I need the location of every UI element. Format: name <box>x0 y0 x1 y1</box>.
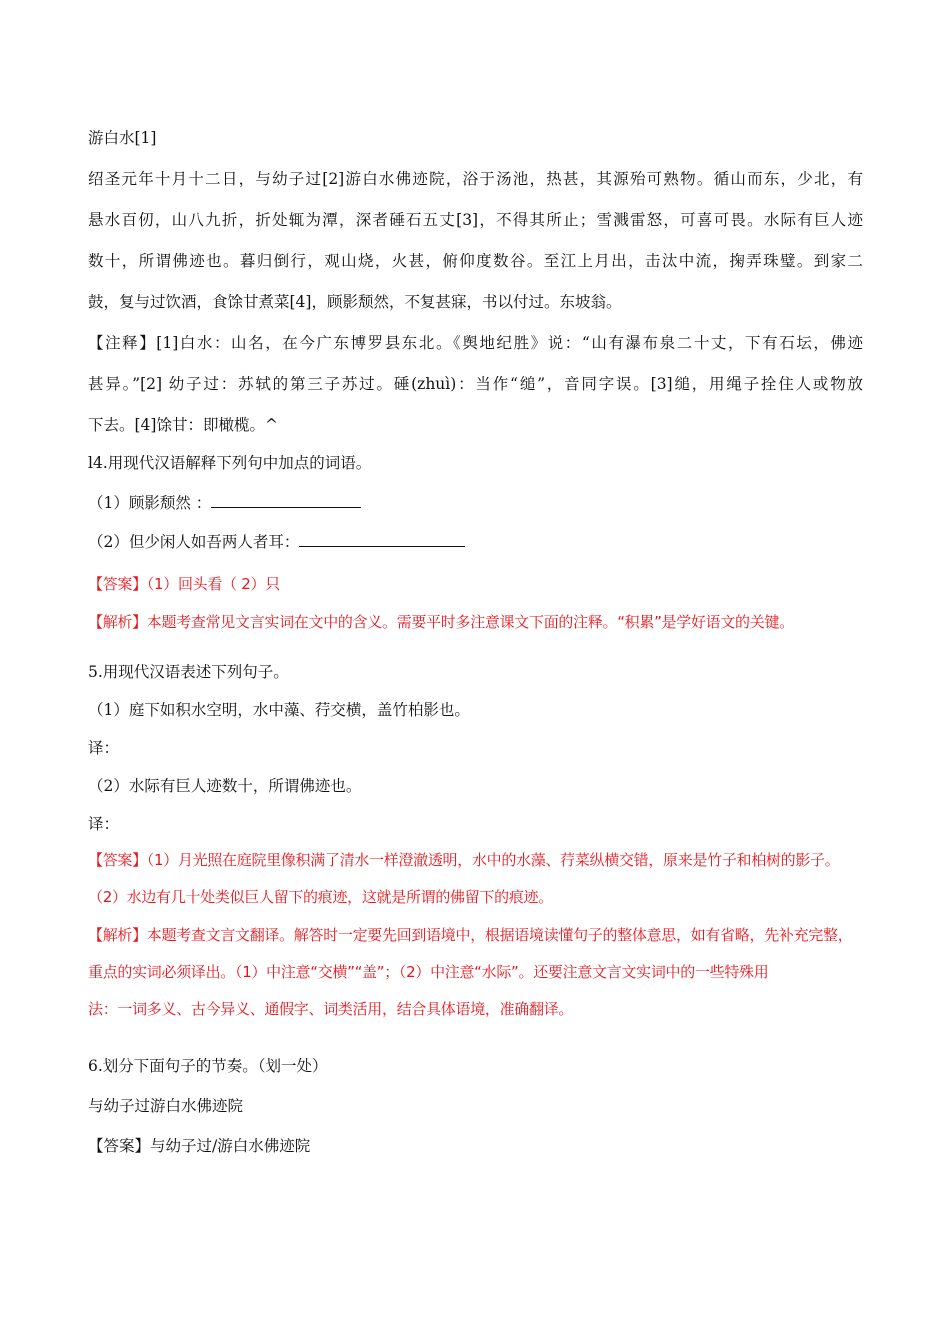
q5-answer-2: （2）水边有几十处类似巨人留下的痕迹，这就是所谓的佛留下的痕迹。 <box>88 888 553 906</box>
q4-item-2-text: （2）但少闲人如吾两人者耳： <box>88 533 300 551</box>
q5-item-1: （1）庭下如积水空明，水中藻、荇交横，盖竹柏影也。 <box>88 701 470 719</box>
q5-translation-label-2: 译： <box>88 815 120 833</box>
q5-analysis-2: 重点的实词必须译出。（1）中注意“交横”“盖”；（2）中注意“水际”。还要注意文言文实词中的一些特殊用 <box>88 963 769 981</box>
q6-prompt: 6.划分下面句子的节奏。（划一处） <box>88 1057 328 1075</box>
q5-prompt: 5.用现代汉语表述下列句子。 <box>88 663 289 681</box>
notes-line-2: 甚异。”[2] 幼子过：苏轼的第三子苏过。硾(zhuì)：当作“缒”，音同字误。[3]缒，用绳子拴住人或物放 <box>88 375 863 393</box>
q5-item-2: （2）水际有巨人迹数十，所谓佛迹也。 <box>88 777 362 795</box>
notes-line-3: 下去。[4]馀甘：即橄榄。^ <box>88 416 278 434</box>
q5-analysis-1: 【解析】本题考查文言文翻译。解答时一定要先回到语境中，根据语境读懂句子的整体意思，如有省略，先补充完整， <box>88 926 853 944</box>
q5-answer-1: 【答案】（1）月光照在庭院里像积满了清水一样澄澈透明，水中的水藻、荇菜纵横交错，原来是竹子和柏树的影子。 <box>88 851 840 869</box>
passage-line-2: 悬水百仞，山八九折，折处辄为潭，深者硾石五丈[3]，不得其所止；雪溅雷怒，可喜可畏。水际有巨人迹 <box>88 211 863 229</box>
q4-item-1-text: （1）顾影颓然 ： <box>88 494 212 512</box>
answer-blank-1 <box>211 491 361 508</box>
q4-prompt: l4.用现代汉语解释下列句中加点的词语。 <box>88 454 372 472</box>
passage-line-4: 鼓，复与过饮酒，食馀甘煮菜[4]，顾影颓然，不复甚寐，书以付过。东坡翁。 <box>88 293 622 311</box>
notes-line-1: 【注释】[1]白水：山名，在今广东博罗县东北。《舆地纪胜》说：“山有瀑布泉二十丈，下有石坛，佛迹 <box>88 334 863 352</box>
q4-analysis: 【解析】本题考查常见文言实词在文中的含义。需要平时多注意课文下面的注释。“积累”是学好语文的关键。 <box>88 613 794 631</box>
passage-line-1: 绍圣元年十月十二日，与幼子过[2]游白水佛迹院，浴于汤池，热甚，其源殆可熟物。循山而东，少北，有 <box>88 170 863 188</box>
q6-sentence: 与幼子过游白水佛迹院 <box>88 1097 244 1115</box>
answer-blank-2 <box>299 530 465 547</box>
passage-line-3: 数十，所谓佛迹也。暮归倒行，观山烧，火甚，俯仰度数谷。至江上月出，击汰中流，掬弄珠璧。到家二 <box>88 252 863 270</box>
q4-item-2 <box>88 530 465 552</box>
passage-title: 游白水[1] <box>88 129 157 147</box>
q4-answer: 【答案】（1）回头看（ 2）只 <box>88 575 280 593</box>
q5-analysis-3: 法：一词多义、古今异义、通假字、词类活用，结合具体语境，准确翻译。 <box>88 1000 574 1018</box>
q4-item-1 <box>88 491 361 513</box>
q6-answer: 【答案】与幼子过/游白水佛迹院 <box>88 1137 311 1155</box>
q5-translation-label-1: 译： <box>88 739 120 757</box>
